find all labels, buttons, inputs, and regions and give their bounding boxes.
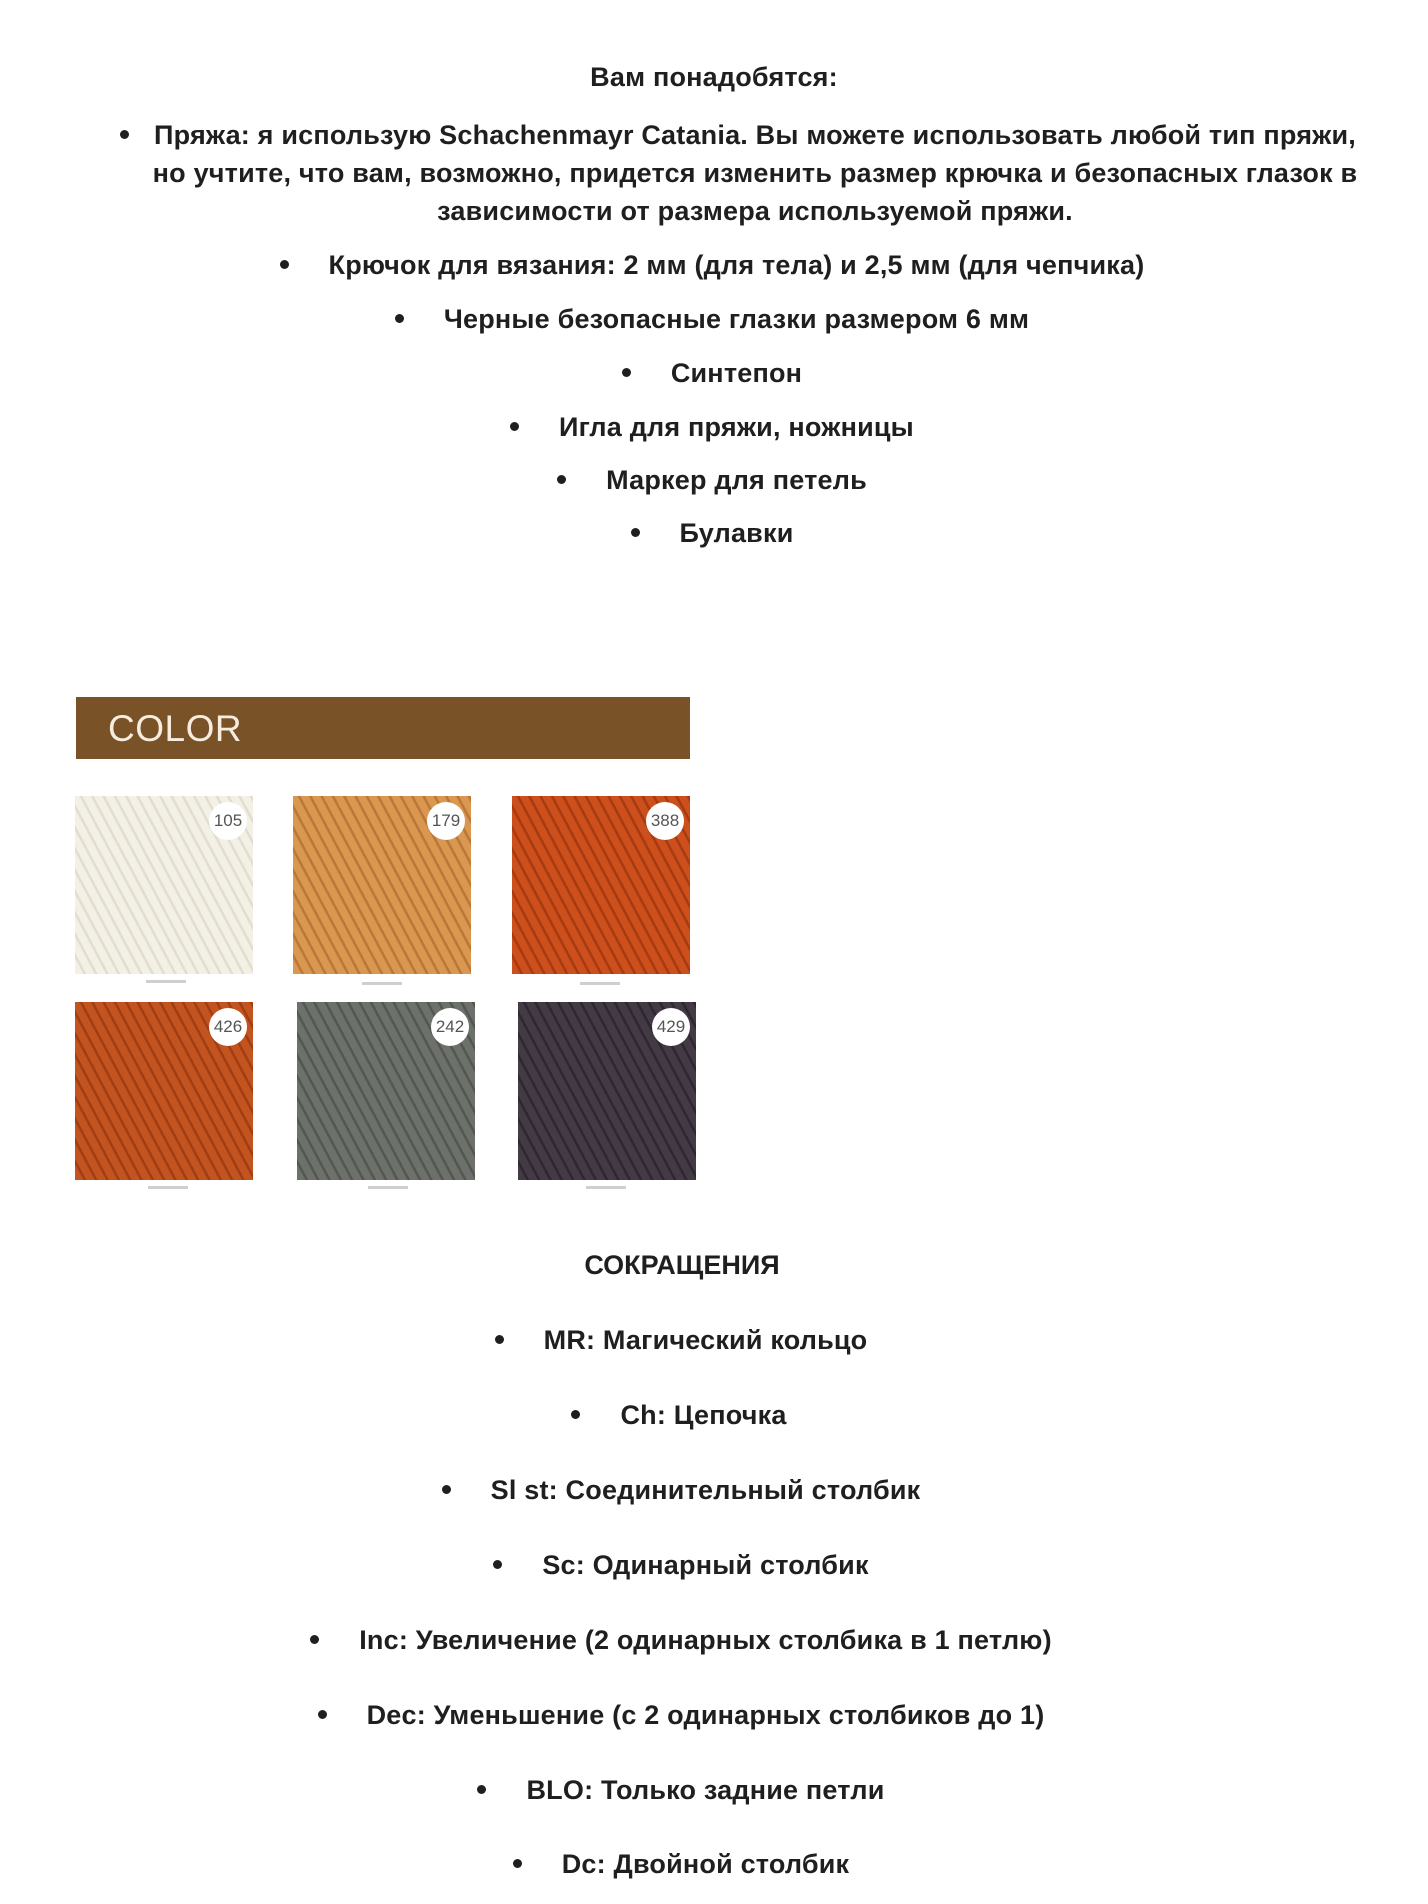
bullet-dot: [622, 368, 631, 377]
swatch-caption: [368, 1186, 408, 1189]
bullet-dot: [631, 528, 640, 537]
yarn-swatch: [75, 796, 253, 974]
swatch-caption: [586, 1186, 626, 1189]
swatch-number: 179: [427, 802, 465, 840]
swatch-number: 429: [652, 1008, 690, 1046]
material-item-needle: [0, 412, 1426, 443]
material-item-label: Булавки: [679, 518, 794, 548]
abbr-item: [0, 1475, 1395, 1506]
abbr-item-label: Dc: Двойной столбик: [561, 1849, 850, 1879]
abbr-item-label: BLO: Только задние петли: [526, 1775, 885, 1805]
bullet-dot: [571, 1410, 580, 1419]
yarn-swatch: [75, 1002, 253, 1180]
materials-title: Вам понадобятся:: [590, 62, 838, 92]
bullet-dot: [318, 1710, 327, 1719]
abbr-item-label: Dec: Уменьшение (с 2 одинарных столбиков до 1): [366, 1700, 1045, 1730]
bullet-dot: [280, 260, 289, 269]
yarn-line-2: но учтите, что вам, возможно, придется изменить размер крючка и безопасных глазок в: [152, 158, 1358, 188]
abbr-item: [0, 1849, 1395, 1880]
material-item-hook: [0, 250, 1426, 281]
material-item-eyes: [0, 304, 1426, 335]
abbr-item: [0, 1325, 1395, 1356]
abbr-item: [0, 1700, 1395, 1731]
material-item-label: Крючок для вязания: 2 мм (для тела) и 2,5 мм (для чепчика): [328, 250, 1145, 280]
yarn-line-3: зависимости от размера используемой пряжи.: [437, 196, 1073, 226]
bullet-dot: [495, 1335, 504, 1344]
abbr-item-label: Ch: Цепочка: [620, 1400, 787, 1430]
abbr-item: [0, 1400, 1393, 1431]
swatch-number: 105: [209, 802, 247, 840]
yarn-line-1: Пряжа: я использую Schachenmayr Catania. Вы можете использовать любой тип пряжи,: [154, 120, 1356, 150]
swatch-caption: [362, 982, 402, 985]
bullet-dot: [557, 475, 566, 484]
yarn-swatch: [297, 1002, 475, 1180]
abbr-item-label: MR: Магический кольцо: [543, 1325, 868, 1355]
bullet-dot: [442, 1485, 451, 1494]
bullet-dot: [120, 130, 129, 139]
yarn-item: [120, 116, 1390, 230]
bullet-dot: [510, 422, 519, 431]
bullet-dot: [477, 1785, 486, 1794]
yarn-swatch: [293, 796, 471, 974]
swatch-caption: [146, 980, 186, 983]
abbr-item: [0, 1625, 1395, 1656]
bullet-dot: [513, 1859, 522, 1868]
bullet-dot: [395, 314, 404, 323]
material-item-marker: [0, 465, 1426, 496]
swatch-number: 242: [431, 1008, 469, 1046]
abbr-item-label: Sl st: Соединительный столбик: [490, 1475, 921, 1505]
material-item-stuffing: [0, 358, 1426, 389]
material-item-label: Игла для пряжи, ножницы: [559, 412, 914, 442]
swatch-number: 426: [209, 1008, 247, 1046]
abbr-item: [0, 1550, 1395, 1581]
color-header-bar: [76, 697, 690, 759]
material-item-label: Синтепон: [670, 358, 803, 388]
swatch-caption: [148, 1186, 188, 1189]
material-item-label: Черные безопасные глазки размером 6 мм: [443, 304, 1030, 334]
abbr-item-label: Inc: Увеличение (2 одинарных столбика в 1 петлю): [359, 1625, 1052, 1655]
color-header-label: COLOR: [108, 708, 243, 749]
bullet-dot: [493, 1560, 502, 1569]
material-item-label: Маркер для петель: [606, 465, 867, 495]
abbreviations-title: СОКРАЩЕНИЯ: [584, 1250, 780, 1280]
yarn-swatch: [512, 796, 690, 974]
abbr-item-label: Sc: Одинарный столбик: [542, 1550, 869, 1580]
bullet-dot: [310, 1635, 319, 1644]
abbr-item: [0, 1775, 1395, 1806]
swatch-number: 388: [646, 802, 684, 840]
yarn-swatch: [518, 1002, 696, 1180]
swatch-caption: [580, 982, 620, 985]
material-item-pins: [0, 518, 1426, 549]
